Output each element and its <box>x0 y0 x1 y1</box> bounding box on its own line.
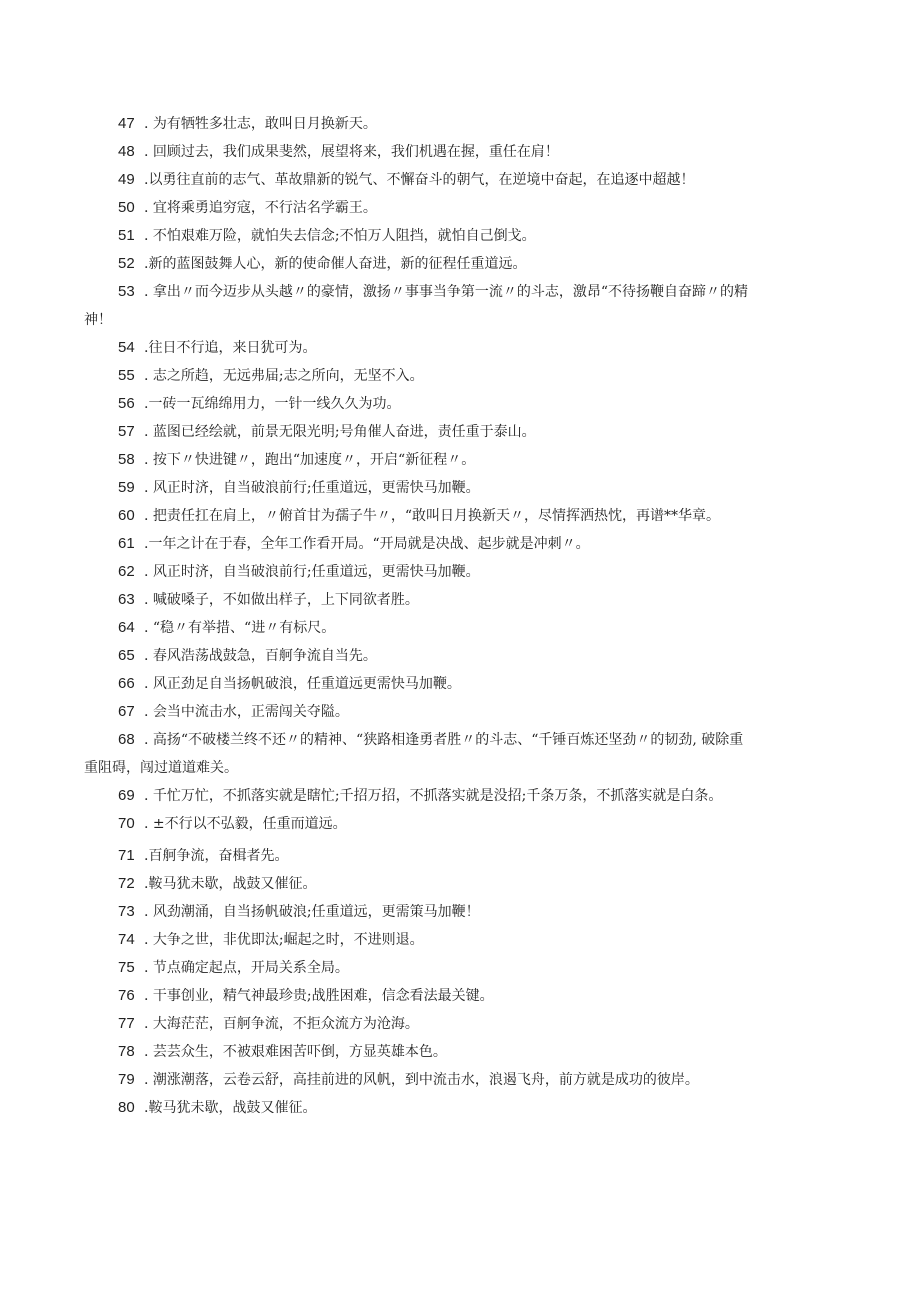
list-item <box>118 362 830 390</box>
item-text: . 喊破嗓子，不如做出样子，上下同欲者胜。 <box>144 592 419 608</box>
item-number: 65 <box>118 647 135 664</box>
list-item <box>118 954 830 982</box>
item-number: 77 <box>118 1015 135 1032</box>
list-item <box>118 530 830 558</box>
item-number: 74 <box>118 931 135 948</box>
item-text: . 宜将乘勇追穷寇，不行沽名学霸王。 <box>144 200 377 216</box>
list-item <box>118 1010 830 1038</box>
item-number: 47 <box>118 115 135 132</box>
item-number: 55 <box>118 367 135 384</box>
item-number: 57 <box>118 423 135 440</box>
list-item <box>118 842 830 870</box>
item-text: .往日不行追，来日犹可为。 <box>144 340 317 356</box>
list-item <box>118 614 830 642</box>
item-text-continuation: 重阻碍，闯过道道难关。 <box>84 760 238 776</box>
list-item <box>118 670 830 698</box>
item-text: .百舸争流，奋楫者先。 <box>144 848 289 864</box>
item-text: . 风正劲足自当扬帆破浪，任重道远更需快马加鞭。 <box>144 676 461 692</box>
item-text: . 风正时济，自当破浪前行;任重道远，更需快马加鞭。 <box>144 480 480 496</box>
item-number: 67 <box>118 703 135 720</box>
list-item <box>118 166 830 194</box>
list-item <box>118 926 830 954</box>
item-text: . “稳〃有举措、“进〃有标尺。 <box>144 620 336 636</box>
item-number: 79 <box>118 1071 135 1088</box>
item-number: 56 <box>118 395 135 412</box>
item-text: .鞍马犹未歇，战鼓又催征。 <box>144 1100 317 1116</box>
list-item <box>118 1066 830 1094</box>
item-text: . 干事创业，精气神最珍贵;战胜困难，信念看法最关键。 <box>144 988 494 1004</box>
item-text: . 春风浩荡战鼓急，百舸争流自当先。 <box>144 648 377 664</box>
item-number: 63 <box>118 591 135 608</box>
list-item <box>118 1094 830 1122</box>
item-number: 73 <box>118 903 135 920</box>
item-number: 62 <box>118 563 135 580</box>
list-item <box>118 558 830 586</box>
item-text: . 按下〃快进键〃，跑出“加速度〃，开启“新征程〃。 <box>144 452 476 468</box>
item-text: . 会当中流击水，正需闯关夺隘。 <box>144 704 349 720</box>
item-number: 71 <box>118 847 135 864</box>
item-number: 76 <box>118 987 135 1004</box>
item-number: 72 <box>118 875 135 892</box>
list-item <box>84 726 830 782</box>
item-text: .鞍马犹未歇，战鼓又催征。 <box>144 876 317 892</box>
list-item <box>118 250 830 278</box>
item-text: .一砖一瓦绵绵用力，一针一线久久为功。 <box>144 396 401 412</box>
item-number: 58 <box>118 451 135 468</box>
item-number: 53 <box>118 283 135 300</box>
item-text-continuation: 神！ <box>84 312 112 328</box>
list-item <box>118 870 830 898</box>
item-text: . 千忙万忙，不抓落实就是瞎忙;千招万招，不抓落实就是没招;千条万条，不抓落实就是白条。 <box>144 788 723 804</box>
list-item <box>118 222 830 250</box>
list-item <box>118 898 830 926</box>
list-item <box>118 502 830 530</box>
item-text: . ±不行以不弘毅，任重而道远。 <box>144 816 347 832</box>
item-number: 78 <box>118 1043 135 1060</box>
list-item <box>118 810 830 838</box>
item-text: . 大海茫茫，百舸争流，不拒众流方为沧海。 <box>144 1016 419 1032</box>
list-item <box>118 642 830 670</box>
item-number: 50 <box>118 199 135 216</box>
item-number: 51 <box>118 227 135 244</box>
list-item <box>118 138 830 166</box>
item-number: 80 <box>118 1099 135 1116</box>
list-item <box>118 390 830 418</box>
list-item <box>118 782 830 810</box>
list-item <box>118 1038 830 1066</box>
item-text: . 蓝图已经绘就，前景无限光明;号角催人奋进，责任重于泰山。 <box>144 424 536 440</box>
item-number: 49 <box>118 171 135 188</box>
item-text: . 拿出〃而今迈步从头越〃的豪情，激扬〃事事当争第一流〃的斗志，激昂“不待扬鞭自奋蹄〃的精 <box>144 284 749 300</box>
list-item <box>118 334 830 362</box>
item-number: 54 <box>118 339 135 356</box>
list-item <box>118 586 830 614</box>
item-text: . 风正时济，自当破浪前行;任重道远，更需快马加鞭。 <box>144 564 480 580</box>
item-number: 61 <box>118 535 135 552</box>
list-item <box>118 474 830 502</box>
item-text: . 节点确定起点，开局关系全局。 <box>144 960 349 976</box>
item-number: 52 <box>118 255 135 272</box>
item-number: 68 <box>118 731 135 748</box>
item-number: 48 <box>118 143 135 160</box>
item-text: .新的蓝图鼓舞人心，新的使命催人奋进，新的征程任重道远。 <box>144 256 527 272</box>
list-item <box>118 418 830 446</box>
item-text: . 潮涨潮落，云卷云舒，高挂前进的风帆，到中流击水，浪遏飞舟，前方就是成功的彼岸。 <box>144 1072 699 1088</box>
item-text: . 大争之世，非优即汰;崛起之时，不进则退。 <box>144 932 424 948</box>
list-item <box>118 698 830 726</box>
list-item <box>118 110 830 138</box>
item-text: . 高扬“不破楼兰终不还〃的精神、“狭路相逢勇者胜〃的斗志、“千锤百炼还坚劲〃的韧劲, 破除重 <box>144 732 744 748</box>
item-text: . 把责任扛在肩上，〃俯首甘为孺子牛〃，“敢叫日月换新天〃，尽情挥洒热忱，再谱**华章。 <box>144 508 721 524</box>
item-text: . 风劲潮涌，自当扬帆破浪;任重道远，更需策马加鞭！ <box>144 904 480 920</box>
list-item <box>118 194 830 222</box>
item-text: . 回顾过去，我们成果斐然，展望将来，我们机遇在握，重任在肩！ <box>144 144 559 160</box>
slogan-list <box>84 110 830 1122</box>
item-number: 69 <box>118 787 135 804</box>
item-text: . 志之所趋，无远弗届;志之所向，无坚不入。 <box>144 368 424 384</box>
item-number: 60 <box>118 507 135 524</box>
list-item <box>118 446 830 474</box>
item-number: 75 <box>118 959 135 976</box>
item-text: .一年之计在于春，全年工作看开局。“开局就是决战、起步就是冲刺〃。 <box>144 536 590 552</box>
list-item <box>84 278 830 334</box>
item-text: .以勇往直前的志气、革故鼎新的锐气、不懈奋斗的朝气，在逆境中奋起，在追逐中超越！ <box>144 172 695 188</box>
item-number: 66 <box>118 675 135 692</box>
list-item <box>118 982 830 1010</box>
item-number: 70 <box>118 815 135 832</box>
item-text: . 不怕艰难万险，就怕失去信念;不怕万人阻挡，就怕自己倒戈。 <box>144 228 536 244</box>
item-text: . 芸芸众生，不被艰难困苦吓倒，方显英雄本色。 <box>144 1044 447 1060</box>
item-text: . 为有牺牲多壮志，敢叫日月换新天。 <box>144 116 377 132</box>
item-number: 64 <box>118 619 135 636</box>
item-number: 59 <box>118 479 135 496</box>
